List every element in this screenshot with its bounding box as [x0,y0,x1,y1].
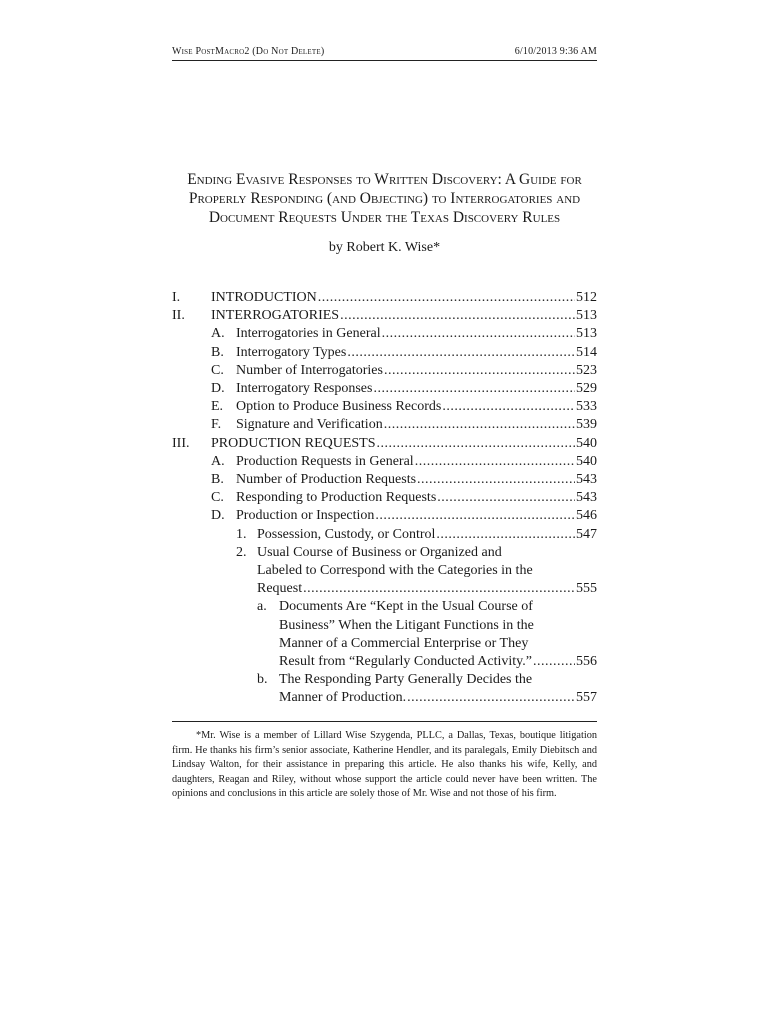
toc-entry [172,416,597,434]
toc-number: 2. [236,544,247,560]
author-byline: by Robert K. Wise* [328,240,441,255]
toc-entry [172,598,597,616]
dot-leaders [318,289,575,307]
toc-heading: Interrogatories in General [236,326,381,342]
toc-number: a. [257,599,267,615]
toc-entry-continuation [172,617,597,635]
dot-leaders [347,344,575,362]
toc-number: A. [211,453,225,469]
dot-leaders [340,307,575,325]
header-rule [172,60,597,61]
dot-leaders [415,453,575,471]
toc-entry [172,489,597,507]
toc-entry-continuation [172,689,597,707]
dot-leaders [384,416,575,434]
dot-leaders [375,507,575,525]
toc-page-number: 523 [576,362,597,378]
toc-heading: Signature and Verification [236,417,383,433]
table-of-contents [172,289,597,708]
title-line: Properly Responding (and Objecting) to Interrogatories and [188,190,581,207]
title-line: Ending Evasive Responses to Written Discovery: A Guide for [187,171,582,188]
toc-number: D. [211,508,225,524]
toc-heading: Business” When the Litigant Functions in the [279,617,534,633]
toc-entry-continuation [172,635,597,653]
toc-heading: Responding to Production Requests [236,490,437,506]
toc-entry [172,453,597,471]
toc-heading: PRODUCTION REQUESTS [211,435,376,451]
dot-leaders [382,325,575,343]
toc-entry [172,471,597,489]
toc-number: B. [211,472,224,488]
running-head-timestamp: 6/10/2013 9:36 AM [514,46,597,57]
toc-heading: Possession, Custody, or Control [257,526,436,542]
toc-heading: Documents Are “Kept in the Usual Course of [279,599,533,615]
toc-heading: Production or Inspection [236,508,375,524]
dot-leaders [377,435,575,453]
toc-number: III. [172,435,190,451]
toc-entry [172,671,597,689]
toc-page-number: 543 [576,490,597,506]
toc-page-number: 539 [576,417,597,433]
toc-number: 1. [236,526,247,542]
toc-heading: Production Requests in General [236,453,414,469]
toc-number: E. [211,399,224,415]
toc-page-number: 543 [576,472,597,488]
toc-entry [172,362,597,380]
toc-number: D. [211,381,225,397]
toc-heading: INTRODUCTION [211,290,317,305]
toc-heading: Labeled to Correspond with the Categories in the [257,563,533,579]
toc-number: A. [211,326,225,342]
toc-heading: Interrogatory Responses [236,381,373,397]
toc-entry-continuation [172,580,597,598]
toc-number: b. [257,672,268,688]
toc-entry [172,325,597,343]
toc-entry [172,526,597,544]
toc-heading: INTERROGATORIES [211,308,340,324]
toc-number: B. [211,344,224,360]
toc-page-number: 512 [576,290,597,305]
toc-heading: Request [257,581,303,597]
dot-leaders [303,580,575,598]
toc-heading: Interrogatory Types [236,344,347,360]
footnote-rule [172,721,597,722]
toc-page-number: 540 [576,435,597,451]
toc-entry [172,507,597,525]
toc-heading: Manner of a Commercial Enterprise or They [279,635,529,651]
dot-leaders [373,380,575,398]
author-footnote: *Mr. Wise is a member of Lillard Wise Szygenda, PLLC, a Dallas, Texas, boutique litigation firm. He thanks his firm’s senior associate, Katherine Hendler, and its paralegals, Emily Diebitsch and Lindsay Walton, for their assistance in preparing this article. He also thanks his wife, Kelly, and daughters, Reagan and Riley, without whose support the article could never have been written. The opinions and conclusions in this article are solely those of Mr. Wise and not those of his firm. [172,730,597,800]
article-title [172,170,597,227]
toc-entry [172,344,597,362]
toc-entry [172,435,597,453]
toc-heading: Number of Interrogatories [236,362,383,378]
toc-page-number: 533 [576,399,597,415]
toc-entry [172,544,597,562]
toc-number: I. [172,290,181,305]
toc-heading: Number of Production Requests [236,472,417,488]
toc-page-number: 514 [576,344,597,360]
toc-heading: The Responding Party Generally Decides the [279,672,533,688]
toc-page-number: 540 [576,453,597,469]
toc-entry-continuation [172,653,597,671]
toc-page-number: 555 [576,581,597,597]
toc-entry [172,289,597,307]
running-header [172,46,597,57]
dot-leaders [437,489,575,507]
toc-heading: Usual Course of Business or Organized and [257,544,502,560]
running-head-title: Wise PostMacro2 (Do Not Delete) [172,46,325,57]
toc-heading: Manner of Production. [279,690,407,706]
dot-leaders [436,526,575,544]
toc-page-number: 547 [576,526,597,542]
toc-entry [172,380,597,398]
toc-heading: Option to Produce Business Records [236,399,442,415]
dot-leaders [384,362,575,380]
toc-number: C. [211,490,224,506]
toc-number: F. [211,417,222,433]
toc-entry [172,307,597,325]
toc-page-number: 529 [576,381,597,397]
toc-page-number: 513 [576,326,597,342]
toc-entry [172,398,597,416]
toc-number: II. [172,308,185,324]
toc-page-number: 557 [576,690,597,706]
title-line: Document Requests Under the Texas Discovery Rules [208,209,561,226]
dot-leaders [533,653,575,671]
toc-number: C. [211,362,224,378]
toc-entry-continuation [172,562,597,580]
dot-leaders [407,689,575,707]
toc-heading: Result from “Regularly Conducted Activity.” [279,654,532,670]
dot-leaders [442,398,575,416]
toc-page-number: 546 [576,508,597,524]
dot-leaders [417,471,575,489]
toc-page-number: 513 [576,308,597,324]
toc-page-number: 556 [576,654,597,670]
